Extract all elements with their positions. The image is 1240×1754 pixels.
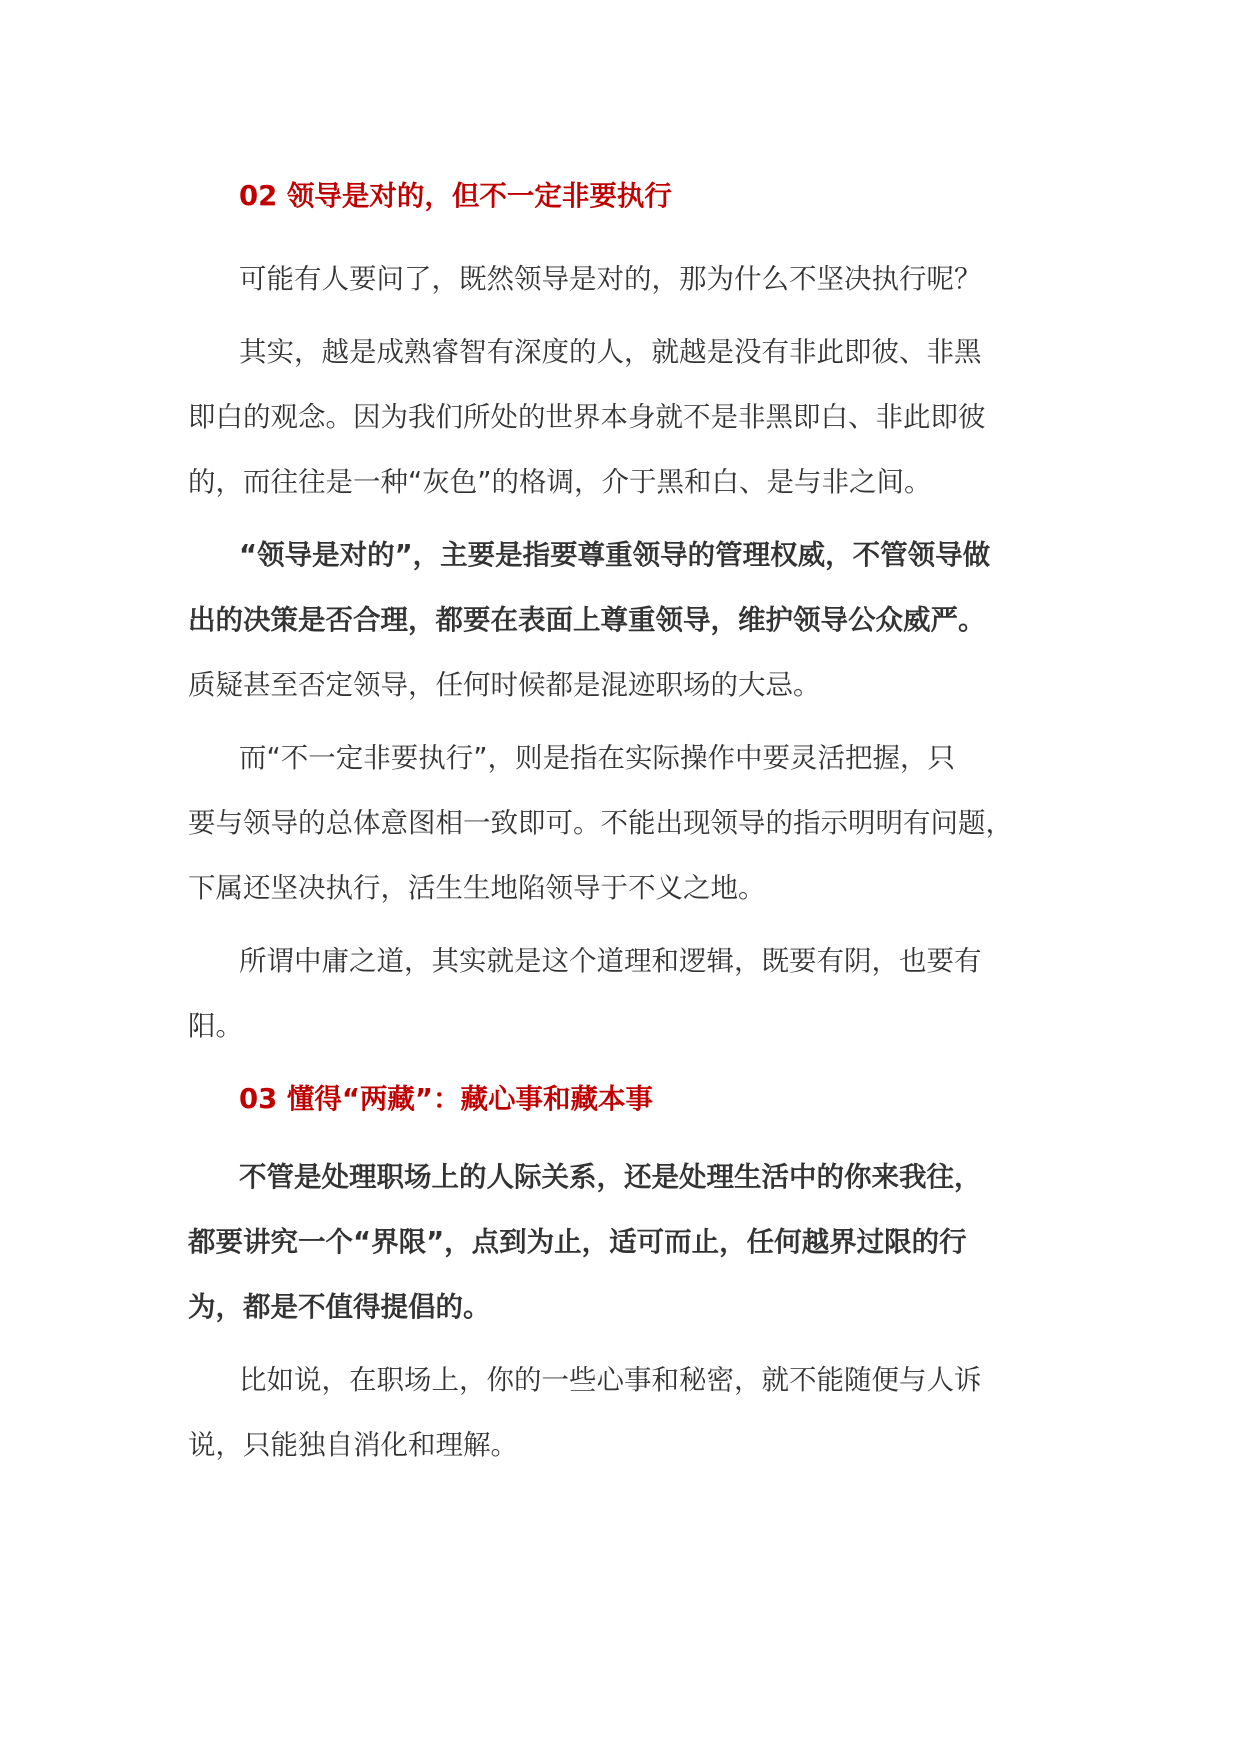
paragraph-line: 所谓中庸之道，其实就是这个道理和逻辑，既要有阴，也要有: [239, 945, 982, 977]
paragraph-line: 其实，越是成熟睿智有深度的人，就越是没有非此即彼、非黑: [239, 336, 982, 368]
paragraph-line: 质疑甚至否定领导，任何时候都是混迹职场的大忌。: [188, 669, 821, 701]
paragraph-line: 即白的观念。因为我们所处的世界本身就不是非黑即白、非此即彼: [188, 401, 986, 433]
paragraph-line-bold: 为，都是不值得提倡的。: [188, 1291, 491, 1323]
paragraph-line: 阳。: [188, 1010, 243, 1042]
section-2-paragraph-4: [188, 726, 1086, 921]
section-2-paragraph-1: [188, 247, 1086, 312]
section-3-paragraph-2: [188, 1348, 1086, 1478]
paragraph-line: 下属还坚决执行，活生生地陷领导于不义之地。: [188, 872, 766, 904]
paragraph-line: 的，而往往是一种“灰色”的格调，介于黑和白、是与非之间。: [188, 466, 932, 498]
paragraph-line: 说，只能独自消化和理解。: [188, 1429, 518, 1461]
section-3-title: 03 懂得“两藏”：藏心事和藏本事: [239, 1083, 653, 1115]
paragraph-line-bold: 出的决策是否合理，都要在表面上尊重领导，维护领导公众威严。: [188, 604, 986, 636]
paragraph-line: 要与领导的总体意图相一致即可。不能出现领导的指示明明有问题，: [188, 807, 1013, 839]
document-page: [188, 172, 1086, 1478]
paragraph-line-bold: “领导是对的”，主要是指要尊重领导的管理权威，不管领导做: [239, 539, 991, 571]
section-2-paragraph-3: [188, 523, 1086, 718]
section-3-paragraph-1: [188, 1145, 1086, 1340]
section-2-paragraph-2: [188, 320, 1086, 515]
paragraph-line: 而“不一定非要执行”，则是指在实际操作中要灵活把握，只: [239, 742, 955, 774]
paragraph-line: 比如说，在职场上，你的一些心事和秘密，就不能随便与人诉: [239, 1364, 982, 1396]
paragraph-line: 可能有人要问了，既然领导是对的，那为什么不坚决执行呢？: [239, 263, 982, 295]
paragraph-line-bold: 都要讲究一个“界限”，点到为止，适可而止，任何越界过限的行: [188, 1226, 967, 1258]
paragraph-line-bold: 不管是处理职场上的人际关系，还是处理生活中的你来我往，: [239, 1161, 982, 1193]
section-2-paragraph-5: [188, 929, 1086, 1059]
section-2-title: 02 领导是对的，但不一定非要执行: [239, 180, 672, 212]
